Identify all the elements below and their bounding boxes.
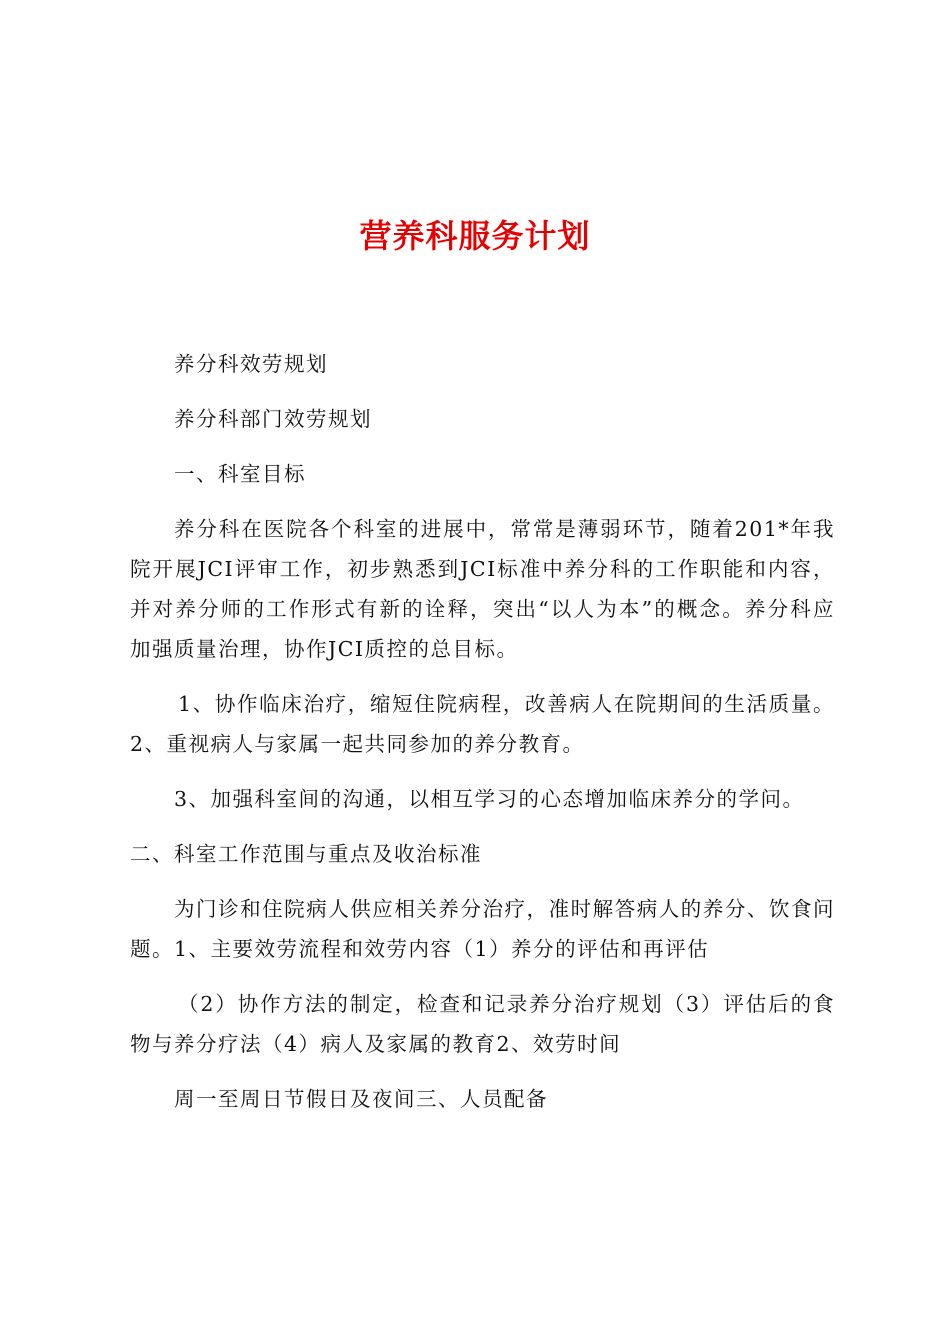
- document-body: [130, 344, 835, 1134]
- section-heading-2: 二、科室工作范围与重点及收治标准: [130, 842, 482, 866]
- paragraph-services: （2）协作方法的制定，检查和记录养分治疗规划（3）评估后的食物与养分疗法（4）病人及家属的教育2、效劳时间: [130, 992, 835, 1056]
- paragraph-goals-1-2: 1、协作临床治疗，缩短住院病程，改善病人在院期间的生活质量。2、重视病人与家属一起共同参加的养分教育。: [130, 692, 835, 756]
- paragraph-subtitle-1: 养分科效劳规划: [174, 352, 328, 376]
- paragraph-scope: 为门诊和住院病人供应相关养分治疗，准时解答病人的养分、饮食问题。1、主要效劳流程和效劳内容（1）养分的评估和再评估: [130, 897, 835, 961]
- section-heading-1: 一、科室目标: [174, 462, 306, 486]
- paragraph-goal-3: 3、加强科室间的沟通，以相互学习的心态增加临床养分的学问。: [174, 787, 805, 811]
- document-title: 营养科服务计划: [359, 217, 591, 255]
- paragraph-subtitle-2: 养分科部门效劳规划: [174, 407, 372, 431]
- paragraph-schedule: 周一至周日节假日及夜间三、人员配备: [174, 1087, 548, 1111]
- paragraph-intro: 养分科在医院各个科室的进展中，常常是薄弱环节，随着201*年我院开展JCI评审工作，初步熟悉到JCI标准中养分科的工作职能和内容，并对养分师的工作形式有新的诠释，突出“以人为本”的概念。养分科应加强质量治理，协作JCI质控的总目标。: [130, 517, 835, 661]
